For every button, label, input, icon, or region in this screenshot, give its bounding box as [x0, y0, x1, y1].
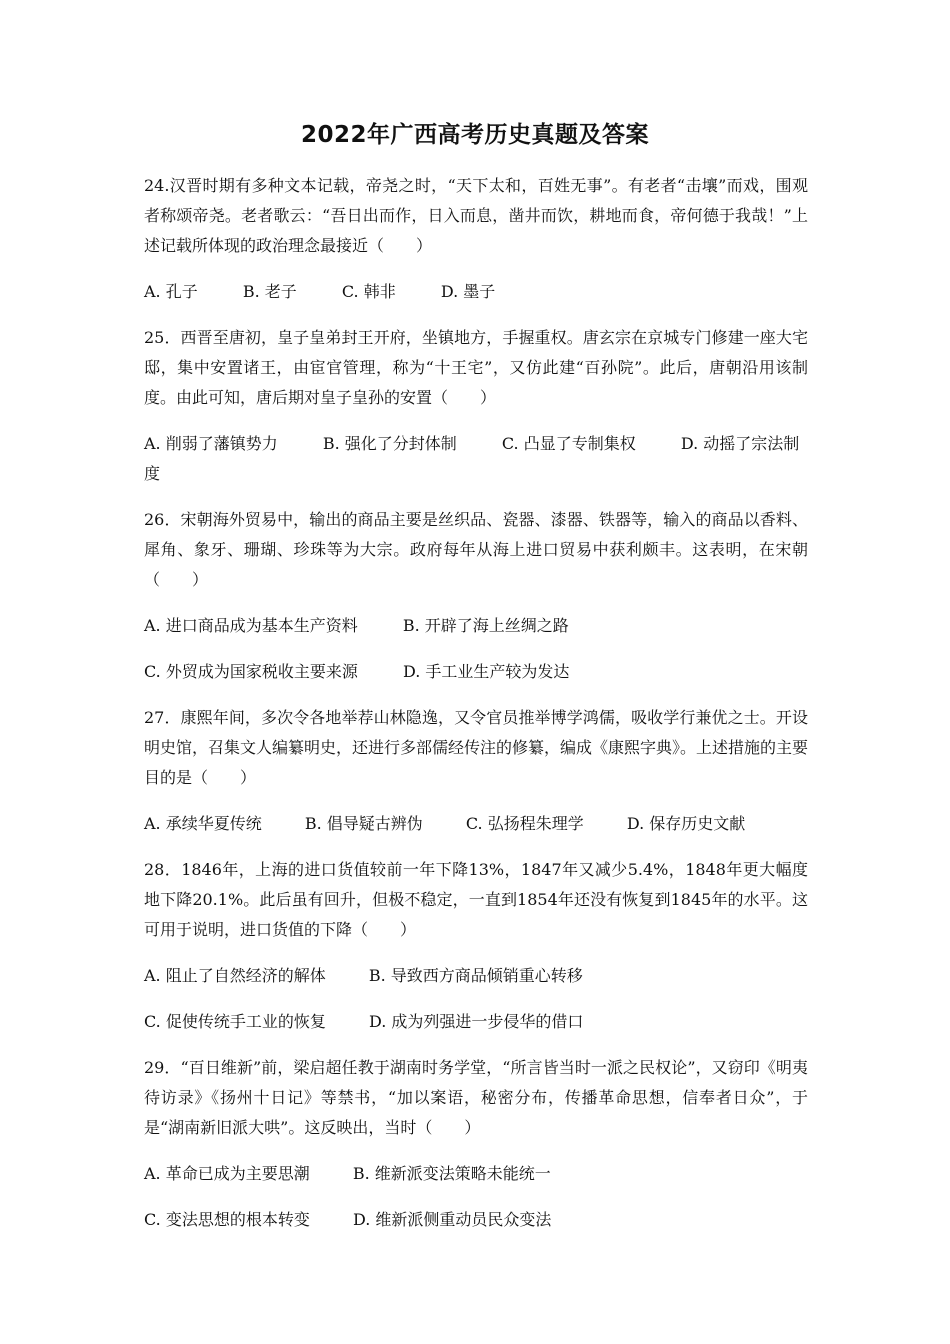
document-title: 2022年广西高考历史真题及答案 [300, 122, 649, 148]
question-stem: 29．“百日维新”前，梁启超任教于湖南时务学堂，“所言皆当时一派之民权论”，又窃印《明夷待访录》《扬州十日记》等禁书，“加以案语，秘密分布，传播革命思想，信奉者日众”，于是“湖南新旧派大哄”。这反映出，当时（ ） [144, 1058, 808, 1137]
option-c: C. 韩非 [341, 282, 396, 301]
question-29 [144, 1053, 808, 1235]
option-b: B. 强化了分封体制 [322, 434, 457, 453]
question-stem: 26．宋朝海外贸易中，输出的商品主要是丝织品、瓷器、漆器、铁器等，输入的商品以香料、犀角、象牙、珊瑚、珍珠等为大宗。政府每年从海上进口贸易中获利颇丰。这表明，在宋朝（ ） [144, 510, 808, 589]
question-stem: 28．1846年，上海的进口货值较前一年下降13%，1847年又减少5.4%，1848年更大幅度地下降20.1%。此后虽有回升，但极不稳定，一直到1854年还没有恢复到1845年的水平。这可用于说明，进口货值的下降（ ） [144, 860, 808, 939]
option-d: D. 动摇了宗法制度 [144, 434, 800, 483]
option-c: C. 促使传统手工业的恢复 [144, 1012, 326, 1031]
options-row [144, 1007, 808, 1037]
option-d: D. 维新派侧重动员民众变法 [352, 1210, 552, 1229]
options-row [144, 429, 808, 489]
question-list [144, 171, 808, 1251]
option-b: B. 开辟了海上丝绸之路 [402, 616, 569, 635]
option-a: A. 阻止了自然经济的解体 [144, 966, 326, 985]
options-row [144, 809, 808, 839]
options-row [144, 1205, 808, 1235]
question-24 [144, 171, 808, 307]
question-stem: 25．西晋至唐初，皇子皇弟封王开府，坐镇地方，手握重权。唐玄宗在京城专门修建一座大宅邸，集中安置诸王，由宦官管理，称为“十王宅”，又仿此建“百孙院”。此后，唐朝沿用该制度。由此可知，唐后期对皇子皇孙的安置（ ） [144, 328, 808, 407]
option-a: A. 承续华夏传统 [144, 814, 262, 833]
option-b: B. 倡导疑古辨伪 [304, 814, 423, 833]
option-a: A. 进口商品成为基本生产资料 [144, 616, 358, 635]
option-c: C. 变法思想的根本转变 [144, 1210, 310, 1229]
question-25 [144, 323, 808, 489]
option-b: B. 维新派变法策略未能统一 [352, 1164, 551, 1183]
option-c: C. 外贸成为国家税收主要来源 [144, 662, 358, 681]
question-26 [144, 505, 808, 687]
question-27 [144, 703, 808, 839]
option-d: D. 保存历史文献 [626, 814, 746, 833]
options-row [144, 657, 808, 687]
option-a: A. 革命已成为主要思潮 [144, 1164, 310, 1183]
option-a: A. 削弱了藩镇势力 [144, 434, 278, 453]
options-row [144, 1159, 808, 1189]
options-row [144, 277, 808, 307]
option-c: C. 凸显了专制集权 [501, 434, 636, 453]
option-c: C. 弘扬程朱理学 [465, 814, 584, 833]
option-d: D. 手工业生产较为发达 [402, 662, 570, 681]
question-28 [144, 855, 808, 1037]
option-b: B. 老子 [242, 282, 297, 301]
options-row [144, 611, 808, 641]
question-stem: 24.汉晋时期有多种文本记载，帝尧之时，“天下太和，百姓无事”。有老者“击壤”而戏，围观者称颂帝尧。老者歌云：“吾日出而作，日入而息，凿井而饮，耕地而食，帝何德于我哉！”上述记载所体现的政治理念最接近（ ） [144, 176, 808, 255]
option-d: D. 成为列强进一步侵华的借口 [368, 1012, 584, 1031]
option-b: B. 导致西方商品倾销重心转移 [368, 966, 583, 985]
options-row [144, 961, 808, 991]
option-d: D. 墨子 [440, 282, 496, 301]
option-a: A. 孔子 [144, 282, 198, 301]
question-stem: 27．康熙年间，多次令各地举荐山林隐逸，又令官员推举博学鸿儒，吸收学行兼优之士。开设明史馆，召集文人编纂明史，还进行多部儒经传注的修纂，编成《康熙字典》。上述措施的主要目的是（ ） [144, 708, 809, 787]
